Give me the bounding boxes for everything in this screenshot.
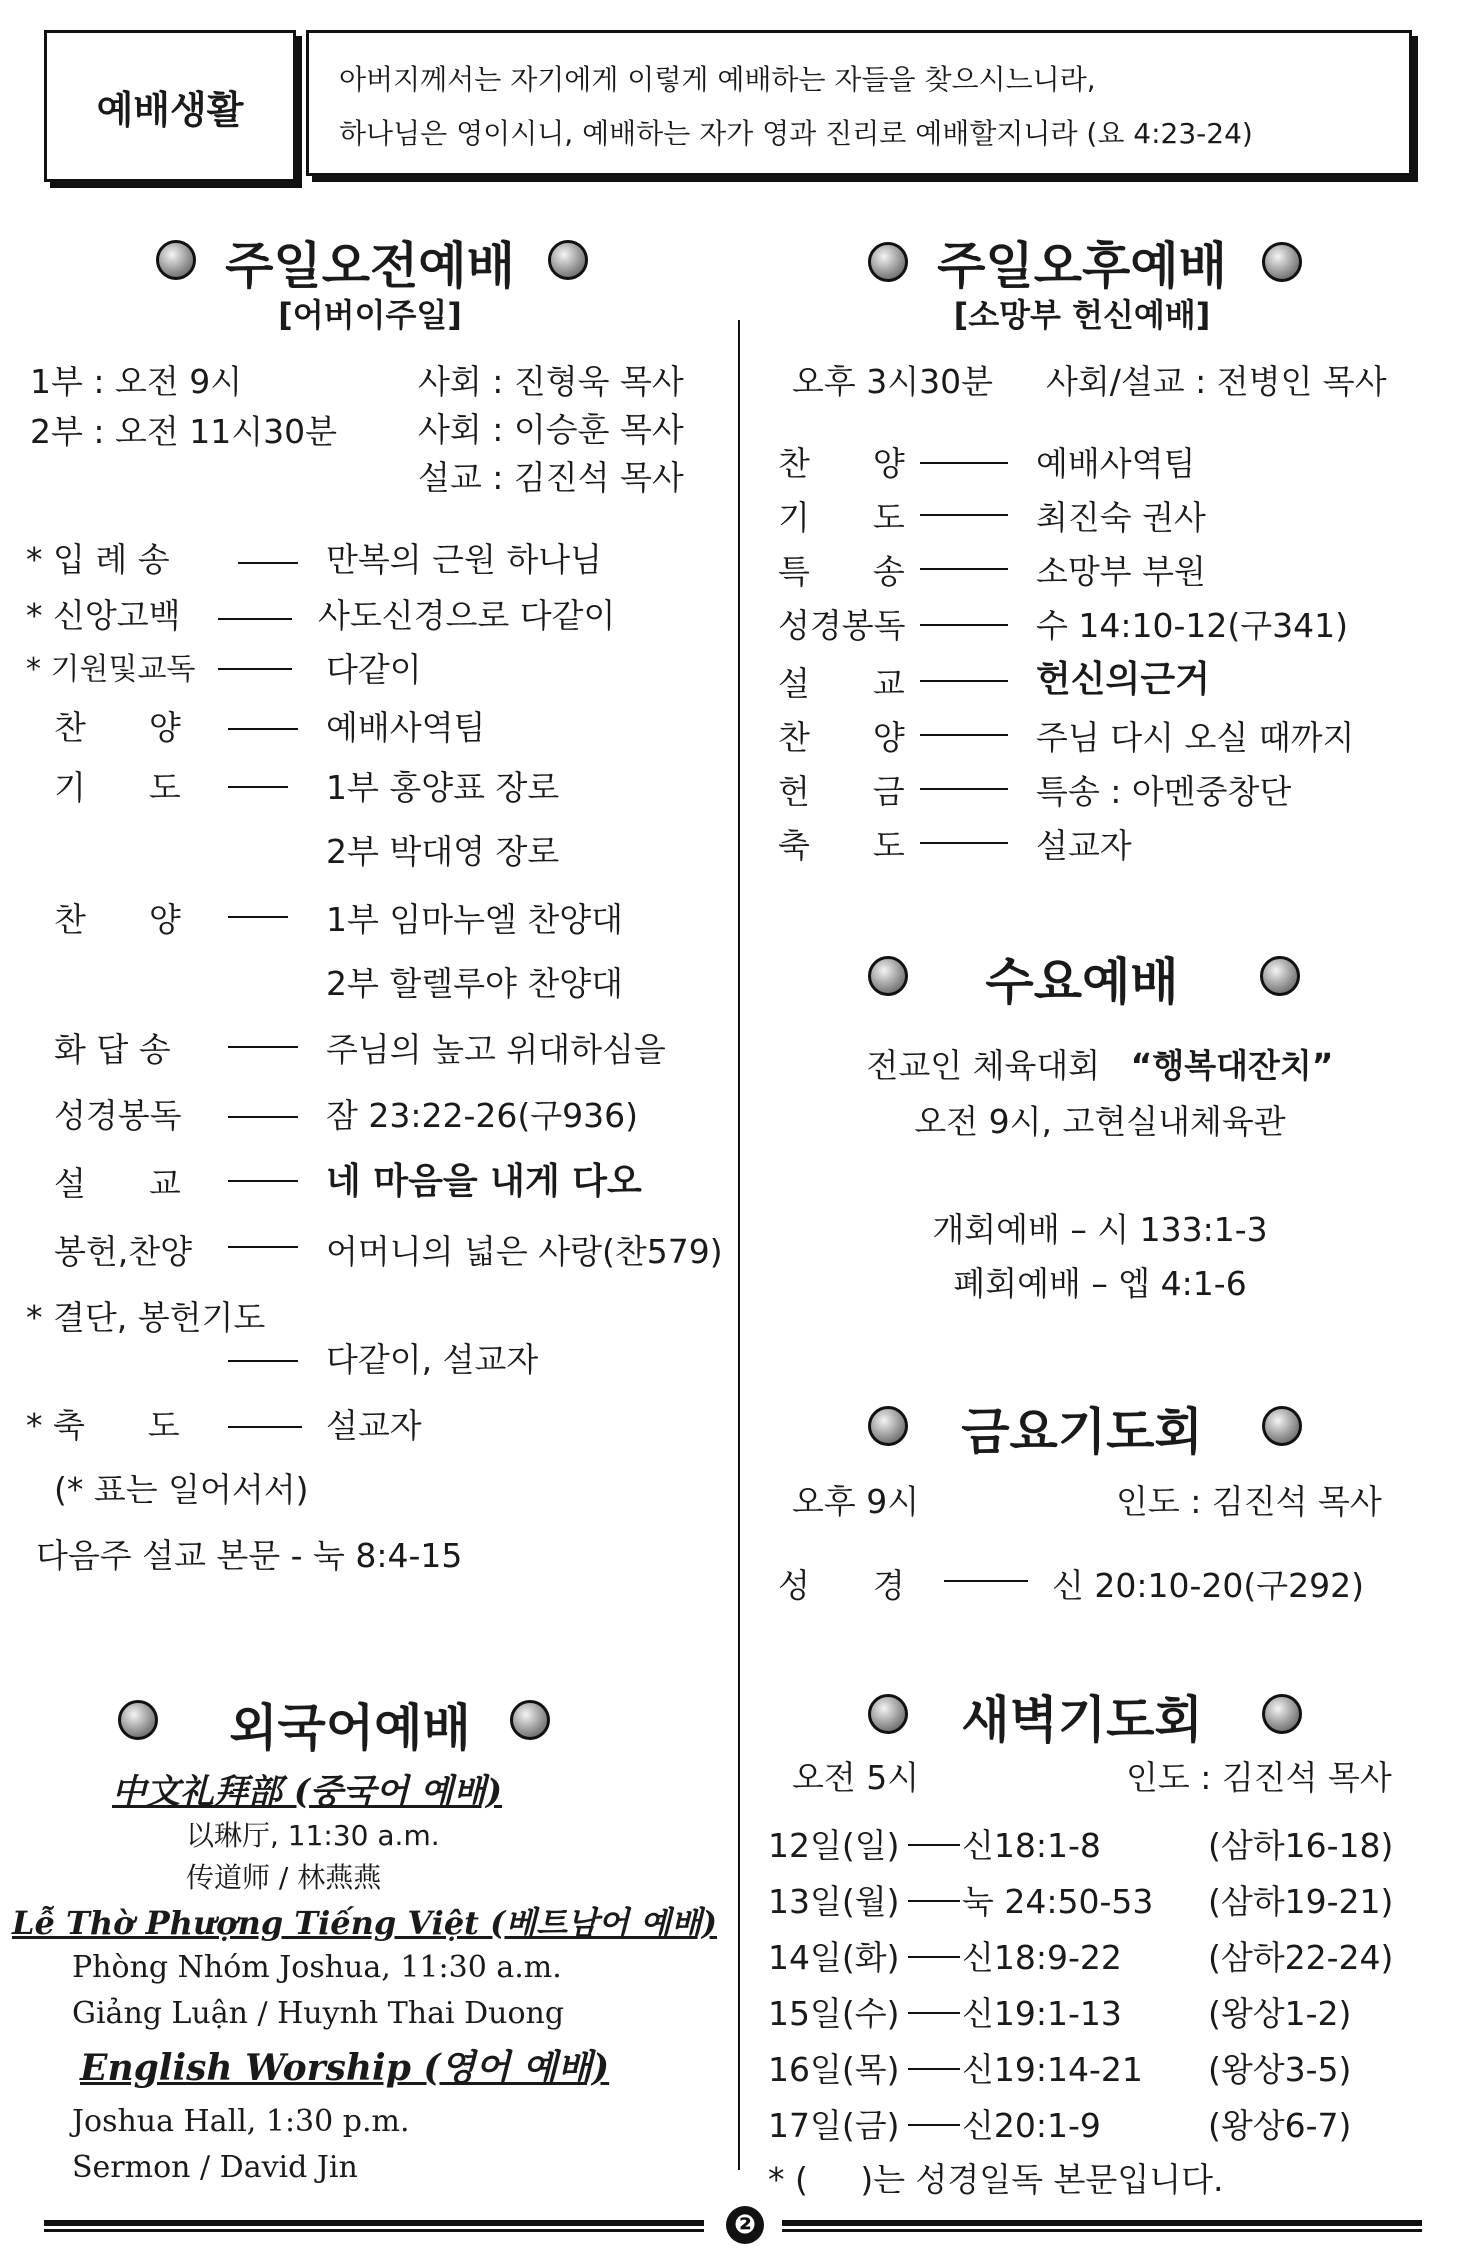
event-line [740, 1046, 1460, 1086]
leader-dash [920, 734, 1008, 736]
order-label: 기 도 [778, 498, 905, 537]
order-label: 찬 양 [778, 444, 905, 483]
foreign-title: 외국어예배 [229, 1699, 471, 1757]
event-name: “행복대잔치” [1130, 1046, 1334, 1085]
dawn-leader: 인도 : 김진석 목사 [1126, 1758, 1392, 1797]
bullet-ball-icon [868, 1406, 908, 1446]
next-week-text: 다음주 설교 본문 - 눅 8:4-15 [36, 1536, 463, 1575]
dawn-day: 12일(일) [768, 1826, 900, 1865]
event-time: 오전 9시, 고현실내체육관 [914, 1102, 1286, 1141]
morning-subtitle: [어버이주일] [278, 296, 462, 334]
afternoon-leader: 사회/설교 : 전병인 목사 [1046, 362, 1387, 401]
bullet-ball-icon [1262, 1694, 1302, 1734]
order-label: * 기원및교독 [26, 652, 196, 687]
dawn-time: 오전 5시 [792, 1758, 920, 1797]
order-label: * 입 례 송 [26, 540, 170, 579]
order-label: 찬 양 [54, 900, 181, 939]
dawn-text: 눅 24:50-53 [962, 1882, 1154, 1921]
order-value: 예배사역팀 [326, 708, 486, 747]
afternoon-title: 주일오후예배 [937, 237, 1227, 295]
order-value: 다같이 [326, 650, 422, 689]
header-verse-box [306, 30, 1412, 176]
order-value: 1부 홍양표 장로 [326, 768, 560, 807]
order-label: 성경봉독 [54, 1096, 182, 1135]
order-value: 잠 23:22-26(구936) [326, 1096, 638, 1135]
leader-dash [920, 842, 1008, 844]
leader-dash [228, 728, 298, 730]
afternoon-time: 오후 3시30분 [792, 362, 993, 401]
leader-dash [920, 568, 1008, 570]
bullet-ball-icon [868, 1694, 908, 1734]
english-service-title: English Worship (영어 예배) [80, 2047, 610, 2089]
header-label-box [44, 30, 296, 182]
order-value: 수 14:10-12(구341) [1036, 606, 1348, 645]
order-label: * 신앙고백 [26, 596, 181, 635]
wednesday-title: 수요예배 [985, 953, 1179, 1011]
leader-dash [218, 618, 292, 620]
order-label: 축 도 [778, 826, 905, 865]
leader-dash [228, 786, 288, 788]
afternoon-sermon-title: 헌신의근거 [1036, 659, 1210, 700]
vietnamese-service-preacher: Giảng Luận / Huynh Thai Duong [72, 1996, 565, 2031]
bullet-ball-icon [868, 956, 908, 996]
dawn-title: 새벽기도회 [961, 1691, 1203, 1749]
service1-leader: 사회 : 진형욱 목사 [418, 362, 684, 401]
dawn-reading: (왕상6-7) [1208, 2106, 1352, 2145]
leader-dash [228, 1046, 298, 1048]
leader-dash [228, 1426, 302, 1428]
verse-line-2: 하나님은 영이시니, 예배하는 자가 영과 진리로 예배할지니라 (요 4:23-24) [339, 117, 1253, 150]
order-value: 예배사역팀 [1036, 444, 1196, 483]
standing-note: (* 표는 일어서서) [54, 1470, 309, 1509]
leader-dash [920, 680, 1008, 682]
leader-dash [920, 788, 1008, 790]
header-label: 예배생활 [96, 87, 244, 132]
friday-leader: 인도 : 김진석 목사 [1116, 1482, 1382, 1521]
leader-dash [908, 2012, 960, 2014]
dawn-day: 17일(금) [768, 2106, 900, 2145]
order-value: 만복의 근원 하나님 [326, 540, 603, 579]
vietnamese-service-place: Phòng Nhóm Joshua, 11:30 a.m. [72, 1950, 562, 1985]
bullet-ball-icon [118, 1700, 158, 1740]
chinese-service-preacher: 传道师 / 林燕燕 [186, 1861, 382, 1894]
order-value: 소망부 부원 [1036, 552, 1206, 591]
order-label: * 축 도 [26, 1406, 180, 1445]
order-label: 헌 금 [778, 772, 905, 811]
page-number: ❷ [726, 2206, 764, 2244]
dawn-day: 16일(목) [768, 2050, 900, 2089]
service1-time: 1부 : 오전 9시 [30, 362, 243, 401]
order-label: 설 교 [778, 664, 905, 703]
order-label: 설 교 [54, 1164, 181, 1203]
order-label: 봉헌,찬양 [54, 1232, 193, 1271]
bullet-ball-icon [548, 240, 588, 280]
leader-dash [908, 2124, 960, 2126]
order-value: 주님 다시 오실 때까지 [1036, 718, 1355, 757]
dawn-reading: (왕상3-5) [1208, 2050, 1352, 2089]
order-value: 설교자 [326, 1406, 422, 1445]
friday-scripture: 신 20:10-20(구292) [1052, 1566, 1364, 1605]
bullet-ball-icon [156, 240, 196, 280]
dawn-reading: (삼하19-21) [1208, 1882, 1394, 1921]
order-value: 특송 : 아멘중창단 [1036, 772, 1292, 811]
dawn-text: 신18:1-8 [962, 1826, 1101, 1865]
dawn-day: 15일(수) [768, 1994, 900, 2033]
verse-line-1: 아버지께서는 자기에게 이렇게 예배하는 자들을 찾으시느니라, [339, 63, 1096, 96]
leader-dash [908, 1900, 960, 1902]
closing-worship: 폐회예배 – 엡 4:1-6 [953, 1264, 1247, 1303]
order-value: 최진숙 권사 [1036, 498, 1206, 537]
leader-dash [908, 2068, 960, 2070]
order-label: * 결단, 봉헌기도 [26, 1298, 266, 1337]
bullet-ball-icon [510, 1700, 550, 1740]
bullet-ball-icon [1260, 956, 1300, 996]
leader-dash [908, 1844, 960, 1846]
chinese-service-title: 中文礼拜部 (중국어 예배) [112, 1772, 503, 1812]
leader-dash [238, 562, 298, 564]
leader-dash [920, 462, 1008, 464]
vietnamese-service-title: Lễ Thờ Phượng Tiếng Việt (베트남어 예배) [12, 1904, 717, 1942]
leader-dash [944, 1580, 1028, 1582]
afternoon-subtitle: [소망부 헌신예배] [953, 296, 1211, 334]
bullet-ball-icon [1262, 242, 1302, 282]
leader-dash [920, 514, 1008, 516]
order-value: 설교자 [1036, 826, 1132, 865]
friday-time: 오후 9시 [792, 1482, 920, 1521]
sermon-title: 네 마음을 내게 다오 [326, 1161, 642, 1202]
order-label: 성경봉독 [778, 606, 906, 645]
order-label: 찬 양 [778, 718, 905, 757]
leader-dash [228, 1180, 298, 1182]
order-value: 사도신경으로 다같이 [318, 596, 616, 635]
dawn-day: 14일(화) [768, 1938, 900, 1977]
order-value-2: 2부 박대영 장로 [326, 832, 560, 871]
order-label: 기 도 [54, 768, 181, 807]
dawn-text: 신19:14-21 [962, 2050, 1143, 2089]
morning-title: 주일오전예배 [225, 237, 515, 295]
opening-worship: 개회예배 – 시 133:1-3 [932, 1210, 1268, 1249]
service2-time: 2부 : 오전 11시30분 [30, 412, 337, 451]
order-value: 1부 임마누엘 찬양대 [326, 900, 623, 939]
leader-dash [920, 624, 1008, 626]
leader-dash [228, 1116, 298, 1118]
order-label: 찬 양 [54, 708, 181, 747]
order-value-2: 2부 할렐루야 찬양대 [326, 964, 623, 1003]
order-value: 다같이, 설교자 [326, 1340, 539, 1379]
leader-dash [218, 668, 292, 670]
dawn-reading: (삼하16-18) [1208, 1826, 1394, 1865]
dawn-text: 신20:1-9 [962, 2106, 1101, 2145]
chinese-service-place: 以琳厅, 11:30 a.m. [186, 1819, 440, 1852]
dawn-reading: (삼하22-24) [1208, 1938, 1394, 1977]
leader-dash [908, 1956, 960, 1958]
order-value: 어머니의 넓은 사랑(찬579) [326, 1232, 723, 1271]
order-value: 주님의 높고 위대하심을 [326, 1030, 666, 1069]
footer-rule-left [44, 2220, 704, 2232]
leader-dash [228, 916, 288, 918]
english-service-preacher: Sermon / David Jin [72, 2150, 358, 2185]
dawn-text: 신19:1-13 [962, 1994, 1122, 2033]
dawn-day: 13일(월) [768, 1882, 900, 1921]
event-prefix: 전교인 체육대회 [866, 1046, 1101, 1085]
leader-dash [228, 1246, 298, 1248]
leader-dash [228, 1360, 298, 1362]
dawn-footnote: * ( )는 성경일독 본문입니다. [768, 2160, 1224, 2199]
bullet-ball-icon [868, 242, 908, 282]
dawn-reading: (왕상1-2) [1208, 1994, 1352, 2033]
friday-title: 금요기도회 [961, 1403, 1203, 1461]
dawn-text: 신18:9-22 [962, 1938, 1122, 1977]
morning-preacher: 설교 : 김진석 목사 [418, 458, 684, 497]
order-label: 화 답 송 [54, 1030, 171, 1069]
footer-rule-right [782, 2220, 1422, 2232]
order-label: 특 송 [778, 552, 905, 591]
friday-scripture-label: 성 경 [778, 1566, 905, 1605]
bullet-ball-icon [1262, 1406, 1302, 1446]
service2-leader: 사회 : 이승훈 목사 [418, 410, 684, 449]
english-service-place: Joshua Hall, 1:30 p.m. [72, 2104, 410, 2139]
